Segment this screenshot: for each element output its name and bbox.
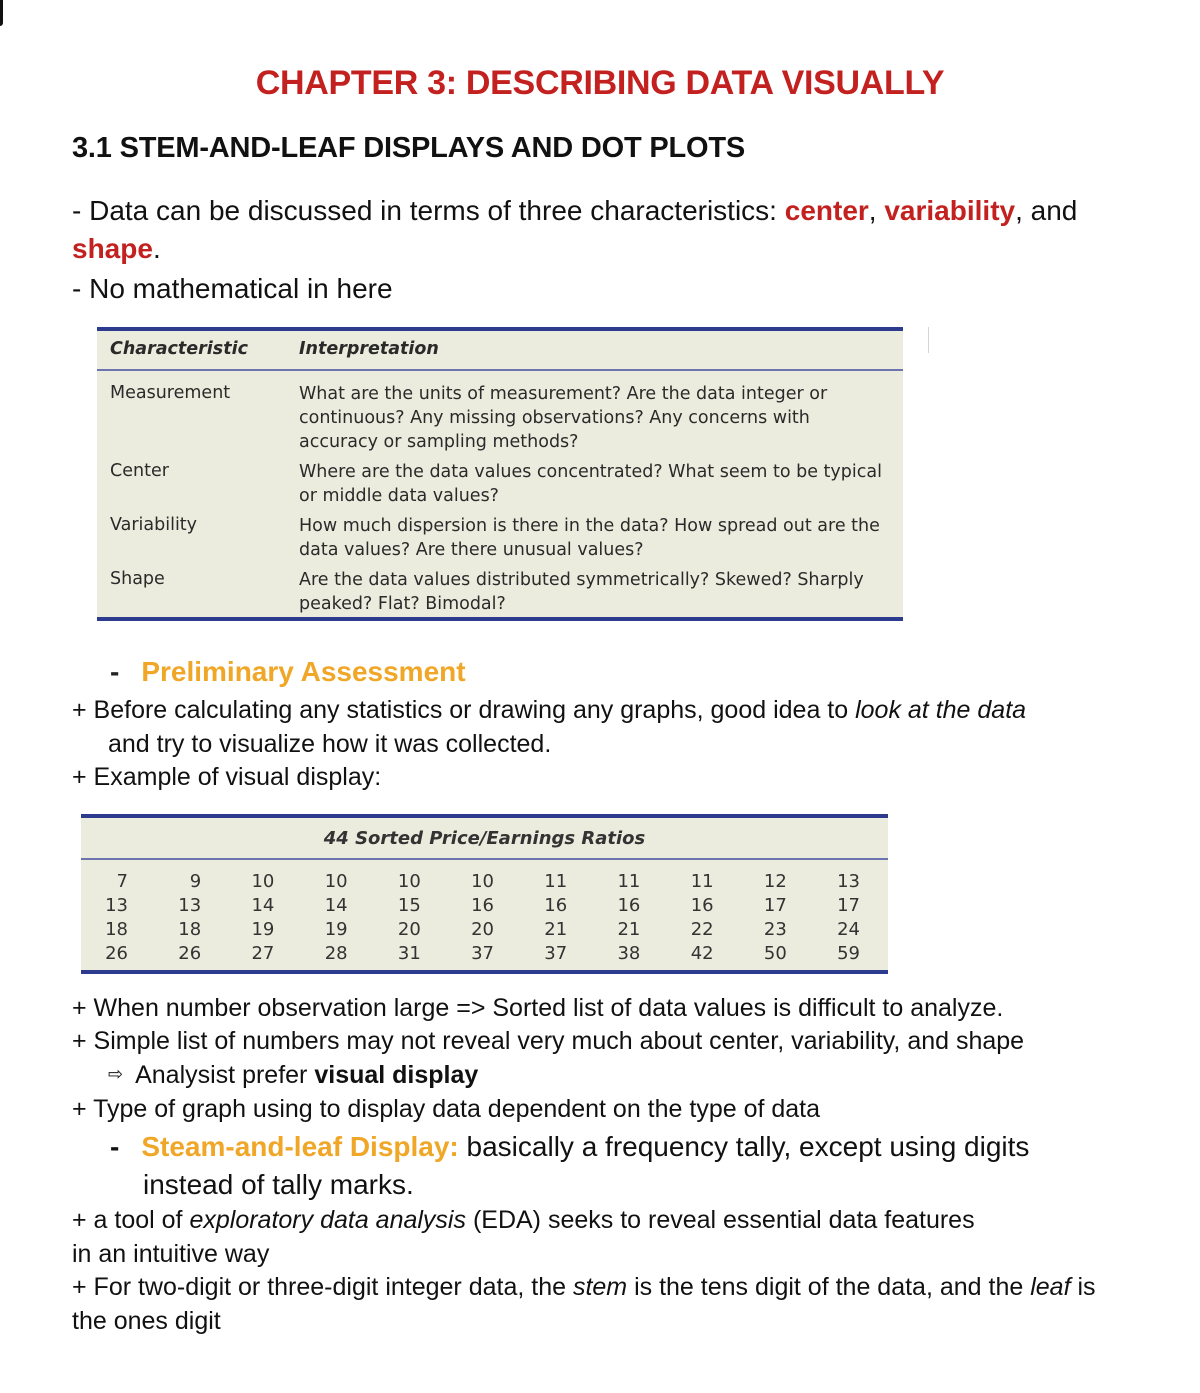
- note-text: + For two-digit or three-digit integer data, the: [72, 1273, 573, 1301]
- pe-value-cell: 13: [105, 895, 128, 916]
- pe-value-cell: 38: [617, 943, 641, 964]
- note-graph-type: + Type of graph using to display data dependent on the type of data: [72, 1095, 821, 1123]
- pe-value-cell: 26: [105, 943, 128, 964]
- pe-value-cell: 14: [324, 895, 348, 916]
- eda-note: [72, 1203, 1002, 1271]
- pe-value-cell: 17: [837, 895, 860, 916]
- header-characteristic: Characteristic: [110, 339, 248, 359]
- term-center: center: [784, 195, 869, 226]
- note-text: Analysist prefer: [135, 1061, 315, 1089]
- pe-value-cell: 16: [617, 895, 641, 916]
- note-text: in an intuitive way: [72, 1240, 270, 1268]
- heading-text: Preliminary Assessment: [141, 656, 466, 687]
- term-leaf: leaf: [1030, 1273, 1071, 1301]
- pe-value-cell: 10: [397, 871, 421, 892]
- pe-value-cell: 37: [471, 943, 494, 964]
- characteristic-cell: Measurement: [110, 383, 231, 403]
- header-interpretation: Interpretation: [299, 339, 439, 359]
- characteristic-cell: Shape: [110, 569, 165, 589]
- preliminary-assessment-heading: [110, 656, 466, 688]
- note-text: is the tens digit of the data, and the: [627, 1273, 1031, 1301]
- note-italic: exploratory data analysis: [189, 1206, 466, 1234]
- term-stem: stem: [572, 1273, 628, 1301]
- pe-value-cell: 19: [251, 919, 275, 940]
- look-at-data-note: [72, 693, 1072, 761]
- pe-value-cell: 11: [544, 871, 568, 892]
- pe-value-cell: 23: [763, 919, 787, 940]
- characteristic-cell: Center: [110, 461, 169, 481]
- pe-value-cell: 19: [324, 919, 348, 940]
- pe-value-cell: 59: [837, 943, 860, 964]
- pe-value-cell: 20: [397, 919, 421, 940]
- pe-value-cell: 17: [763, 895, 787, 916]
- intro-end: .: [152, 233, 161, 264]
- pe-value-cell: 24: [837, 919, 860, 940]
- pe-value-cell: 10: [471, 871, 494, 892]
- pe-value-cell: 50: [763, 943, 787, 964]
- interpretation-cell: Are the data values distributed symmetrically? Skewed? Sharply peaked? Flat? Bimodal?: [299, 570, 864, 614]
- characteristic-cell: Variability: [110, 515, 198, 535]
- visual-display-note: [108, 1058, 478, 1094]
- pe-value-cell: 26: [178, 943, 202, 964]
- pe-value-cell: 11: [690, 871, 714, 892]
- pe-header-divider: [81, 858, 888, 860]
- interpretation-cell: Where are the data values concentrated? What seem to be typical or middle data values?: [299, 462, 882, 506]
- note-bold: visual display: [314, 1061, 479, 1089]
- pe-value-cell: 15: [397, 895, 421, 916]
- pe-value-cell: 11: [617, 871, 641, 892]
- term-variability: variability: [884, 195, 1016, 226]
- steam-and-leaf-heading: [110, 1128, 1070, 1204]
- bullet-dash: -: [110, 656, 120, 687]
- note-continuation: and try to visualize how it was collected.: [108, 730, 552, 758]
- note-text: + a tool of: [72, 1206, 190, 1234]
- pe-value-cell: 21: [544, 919, 568, 940]
- pe-value-cell: 37: [544, 943, 568, 964]
- interpretation-cell: How much dispersion is there in the data? How spread out are the data values? Are there unusual values?: [299, 516, 880, 560]
- header-divider: [97, 369, 903, 371]
- note-text: + Before calculating any statistics or drawing any graphs, good idea to: [72, 696, 856, 724]
- intro-sep: , and: [1015, 195, 1078, 226]
- pe-value-cell: 21: [617, 919, 641, 940]
- pe-table-title: 44 Sorted Price/Earnings Ratios: [323, 828, 646, 849]
- pe-ratios-table: [81, 814, 888, 974]
- right-arrow-icon: ⇨: [108, 1064, 124, 1084]
- pe-value-cell: 28: [324, 943, 348, 964]
- characteristics-table: [97, 327, 903, 621]
- pe-value-cell: 18: [178, 919, 202, 940]
- heading-description: basically a frequency tally, except using digits: [458, 1131, 1030, 1162]
- pe-value-cell: 16: [544, 895, 568, 916]
- heading-text: Steam-and-leaf Display:: [141, 1131, 459, 1162]
- intro-paragraph: [72, 192, 1142, 268]
- pe-value-cell: 18: [105, 919, 128, 940]
- example-note: + Example of visual display:: [72, 763, 382, 791]
- bullet-dash: -: [110, 1131, 120, 1162]
- note-simple-list: + Simple list of numbers may not reveal very much about center, variability, and shape: [72, 1027, 1025, 1055]
- pe-value-cell: 13: [178, 895, 202, 916]
- pe-value-cell: 14: [251, 895, 275, 916]
- intro-text: - Data can be discussed in terms of three characteristics:: [72, 195, 785, 226]
- term-shape: shape: [72, 233, 153, 264]
- no-math-line: - No mathematical in here: [72, 273, 393, 304]
- note-text: (EDA) seeks to reveal essential data features: [466, 1206, 975, 1234]
- heading-continuation: instead of tally marks.: [143, 1169, 414, 1200]
- pe-value-cell: 22: [690, 919, 714, 940]
- pe-value-cell: 31: [397, 943, 421, 964]
- note-italic: look at the data: [855, 696, 1027, 724]
- note-text: is: [1070, 1273, 1096, 1301]
- section-title: 3.1 STEM-AND-LEAF DISPLAYS AND DOT PLOTS: [72, 132, 746, 164]
- page-edge-mark: [0, 0, 3, 26]
- pe-value-cell: 16: [690, 895, 714, 916]
- pe-value-cell: 42: [690, 943, 714, 964]
- stem-definition-note: [72, 1270, 1152, 1338]
- interpretation-cell: What are the units of measurement? Are the data integer or continuous? Any missing observations? Any concerns with accuracy or sampling methods?: [299, 384, 828, 452]
- pe-value-cell: 13: [837, 871, 860, 892]
- pe-value-cell: 20: [471, 919, 494, 940]
- pe-value-cell: 7: [116, 871, 128, 892]
- pe-value-cell: 27: [251, 943, 275, 964]
- chapter-title: CHAPTER 3: DESCRIBING DATA VISUALLY: [255, 64, 945, 102]
- pe-value-cell: 9: [189, 871, 202, 892]
- note-text: the ones digit: [72, 1307, 221, 1335]
- note-large-observation: + When number observation large => Sorted list of data values is difficult to analyze.: [72, 994, 1004, 1022]
- intro-sep: ,: [868, 195, 885, 226]
- text-cursor-bar: [928, 327, 929, 353]
- pe-value-cell: 10: [251, 871, 275, 892]
- pe-value-cell: 12: [763, 871, 787, 892]
- pe-value-cell: 16: [471, 895, 494, 916]
- pe-value-cell: 10: [324, 871, 348, 892]
